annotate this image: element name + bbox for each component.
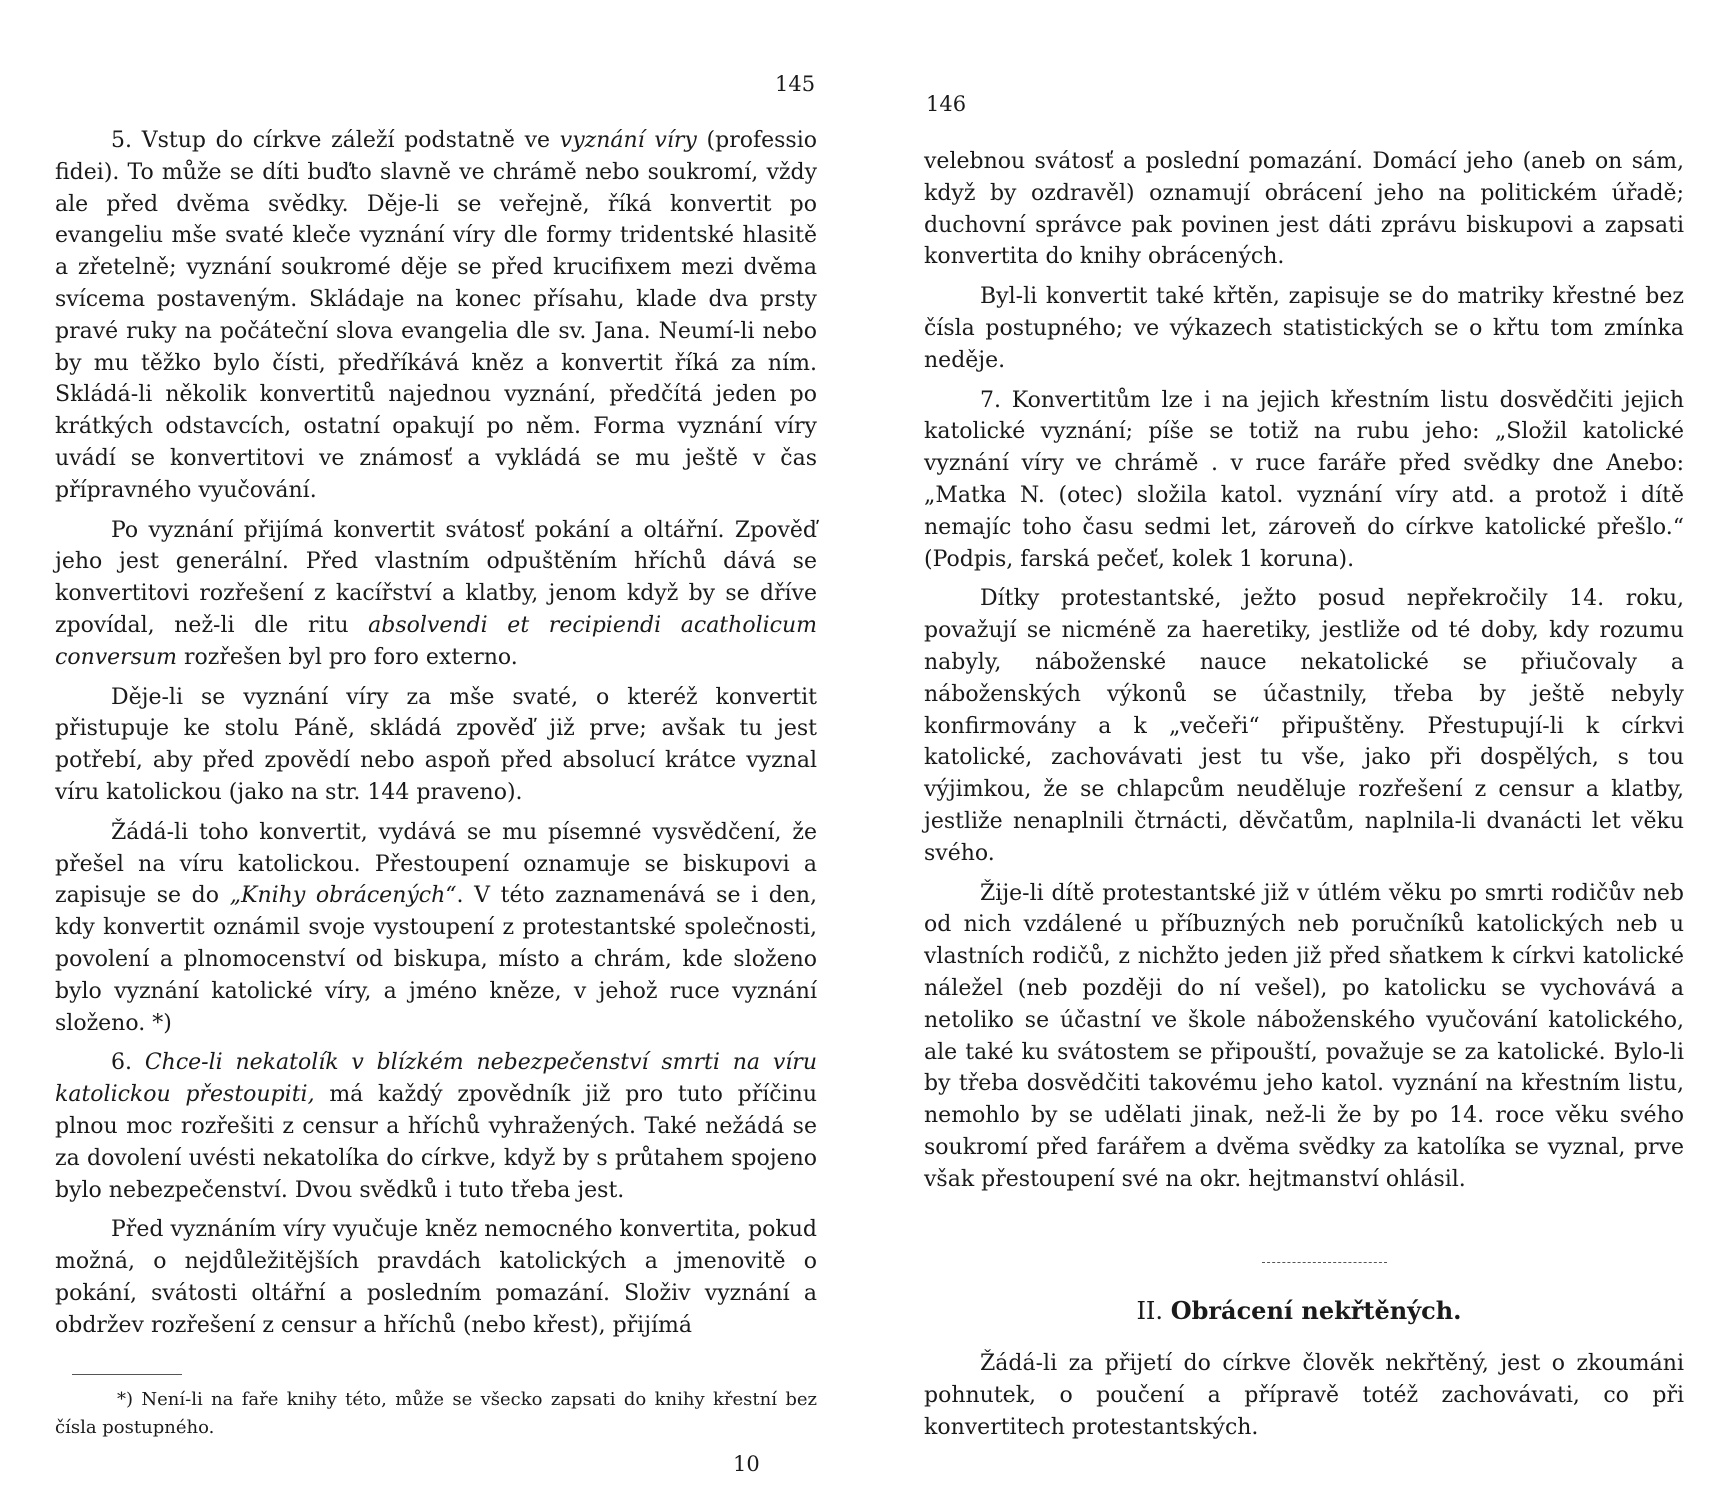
text-run: 7. Konvertitům lze i na jejich křestním listu dosvědčiti jejich katolické vyznání; píše se totiž na rubu jeho: „Složil katolické vyznání víry ve chrámě . v ruce faráře před svědky dne Anebo: „Matka N. (otec) složila katol. vyznání víry atd. a protož i dítě nemajíc toho času sedmi let, zároveň do církve katolické přešlo.“ (Podpis, farská pečeť, kolek 1 koruna). (924, 387, 1684, 572)
text-run: Po vyznání přijímá konvertit svátosť pokání a oltářní. Zpověď jeho jest generální. Před vlastním odpuštěním hříchů dává se konvertitovi rozřešení z kacířství a klatby, jenom když by se dříve zpovídal, než-li dle ritu (55, 517, 817, 638)
page-number: 145 (775, 72, 816, 96)
signature-number: 10 (733, 1452, 760, 1476)
text-run: Žije-li dítě protestantské již v útlém věku po smrti rodičův neb od nich vzdálené u příbuzných neb poručníků katolických neb u vlastních rodičů, z nichžto jeden již před sňatkem k církvi katolické náležel (neb později do ní vešel), po katolicku se vychovává a netoliko se účastní ve škole náboženského vyučování katolického, ale také ku svátostem se připouští, považuje se za katolické. Bylo-li by třeba dosvědčiti takovému jeho katol. vyznání na křestním listu, nemohlo by se udělati jinak, než-li že by po 14. roce věku svého soukromí před farářem a dvěma svědky za katolíka se vyznal, prve však přestoupení své na okr. hejtmanství ohlásil. (924, 880, 1684, 1192)
text-run: (professio fidei). To může se díti buďto slavně ve chrámě nebo soukromí, vždy ale před dvěma svědky. Děje-li se veřejně, říká konvertit po evangeliu mše svaté kleče vyznání víry dle formy tridentské hlasitě a zřetelně; vyznání soukromé děje se před krucifixem mezi dvěma svícema postaveným. Skládaje na konec přísahu, klade dva prsty pravé ruky na počáteční slova evangelia dle sv. Jana. Neumí-li nebo by mu těžko bylo čísti, předříkává kněz a konvertit říká za ním. Skládá-li několik konvertitů najednou vyznání, předčítá jeden po krátkých odstavcích, ostatní opakují po něm. Forma vyznání víry uvádí se konvertitovi ve známosť a vykládá se mu ještě v čas přípravného vyučování. (55, 128, 817, 503)
right-page (866, 0, 1732, 1500)
footnote-text: *) Není-li na faře knihy této, může se všecko zapsati do knihy křestní bez čísla postupného. (55, 1389, 817, 1438)
text-run: velebnou svátosť a poslední pomazání. Domácí jeho (aneb on sám, když by ozdravěl) oznamují obrácení jeho na politickém úřadě; duchovní správce pak povinen jest dáti zprávu biskupovi a zapsati konvertita do knihy obrácených. (924, 149, 1684, 270)
paragraph (55, 1047, 817, 1206)
left-page-body (55, 125, 817, 1349)
emphasis-text: absolvendi et recipiendi acatholicum conversum (55, 612, 817, 670)
section-paragraph (924, 1348, 1684, 1451)
paragraph (924, 385, 1684, 576)
paragraph (924, 583, 1684, 869)
section-heading (866, 1296, 1732, 1325)
text-run: Byl-li konvertit také křtěn, zapisuje se do matriky křestné bez čísla postupného; ve výkazech statistických se o křtu tom zmínka neděje. (924, 284, 1684, 373)
text-run: 5. Vstup do církve záleží podstatně ve (111, 128, 560, 153)
emphasis-text: „Knihy obrácených“ (229, 883, 457, 909)
footnote-rule (72, 1374, 182, 1375)
text-run: Před vyznáním víry vyučuje kněz nemocného konvertita, pokud možná, o nejdůležitějších pravdách katolických a jmenovitě o pokání, svátosti oltářní a posledním pomazání. Složiv vyznání a obdržev rozřešení z censur a hříchů (nebo křest), přijímá (55, 1217, 817, 1338)
text-run: Děje-li se vyznání víry za mše svaté, o kteréž konvertit přistupuje ke stolu Páně, skládá zpověď již prve; avšak tu jest potřebí, aby před zpovědí nebo aspoň před absolucí krátce vyznal víru katolickou (jako na str. 144 praveno). (55, 684, 817, 805)
right-page-body (924, 146, 1684, 1204)
section-number: II. (1136, 1297, 1164, 1325)
section-title: Obrácení nekřtěných. (1170, 1296, 1462, 1325)
paragraph (55, 515, 817, 674)
paragraph (55, 125, 817, 507)
page-number: 146 (926, 92, 967, 116)
paragraph (924, 146, 1684, 273)
paragraph (55, 682, 817, 809)
paragraph: Žádá-li za přijetí do církve člověk nekřtěný, jest o zkoumáni pohnutek, o poučení a přípravě totéž zachovávati, co při konvertitech protestantských. (924, 1351, 1684, 1440)
emphasis-text: Chce-li nekatolík v blízkém nebezpečenství smrti na víru katolickou přestoupiti, (55, 1050, 817, 1108)
emphasis-text: vyznání víry (559, 128, 697, 153)
text-run: má každý zpovědník již pro tuto příčinu plnou moc rozřešiti z censur a hříchů vyhražených. Také nežádá se za dovolení uvésti nekatolíka do církve, když by s průtahem spojeno bylo nebezpečenství. Dvou svědků i tuto třeba jest. (55, 1082, 817, 1203)
text-run: Dítky protestantské, ježto posud nepřekročily 14. roku, považují se nicméně za haeretiky, jestliže od té doby, kdy rozumu nabyly, náboženské nauce nekatolické se přiučovaly a náboženských výkonů se účastnily, třeba by ještě nebyly konfirmovány a k „večeři“ připuštěny. Přestupují-li k církvi katolické, zachovávati jest tu vše, jako při dospělých, s tou výjimkou, že se chlapcům neuděluje rozřešení z censur a klatby, jestliže nenaplnili čtrnácti, děvčatům, naplnila-li dvanácti let věku svého. (924, 586, 1684, 866)
paragraph (924, 281, 1684, 376)
footnote (55, 1386, 817, 1442)
text-run: Žádá-li toho konvertit, vydává se mu písemné vysvědčení, že přešel na víru katolickou. Přestoupení oznamuje se biskupovi a zapisuje se do (55, 819, 817, 909)
section-separator (1262, 1262, 1387, 1263)
text-run: . V této zaznamenává se i den, kdy konvertit oznámil svoje vystoupení z protestantské společnosti, povolení a plnomocenství od biskupa, místo a chrám, kde složeno bylo vyznání katolické víry, a jméno kněze, v jehož ruce vyznání složeno. *) (55, 883, 818, 1036)
paragraph (924, 878, 1684, 1196)
paragraph (55, 817, 817, 1040)
paragraph (55, 1214, 817, 1341)
text-run: rozřešen byl pro foro externo. (177, 644, 518, 670)
text-run: 6. (111, 1050, 145, 1076)
